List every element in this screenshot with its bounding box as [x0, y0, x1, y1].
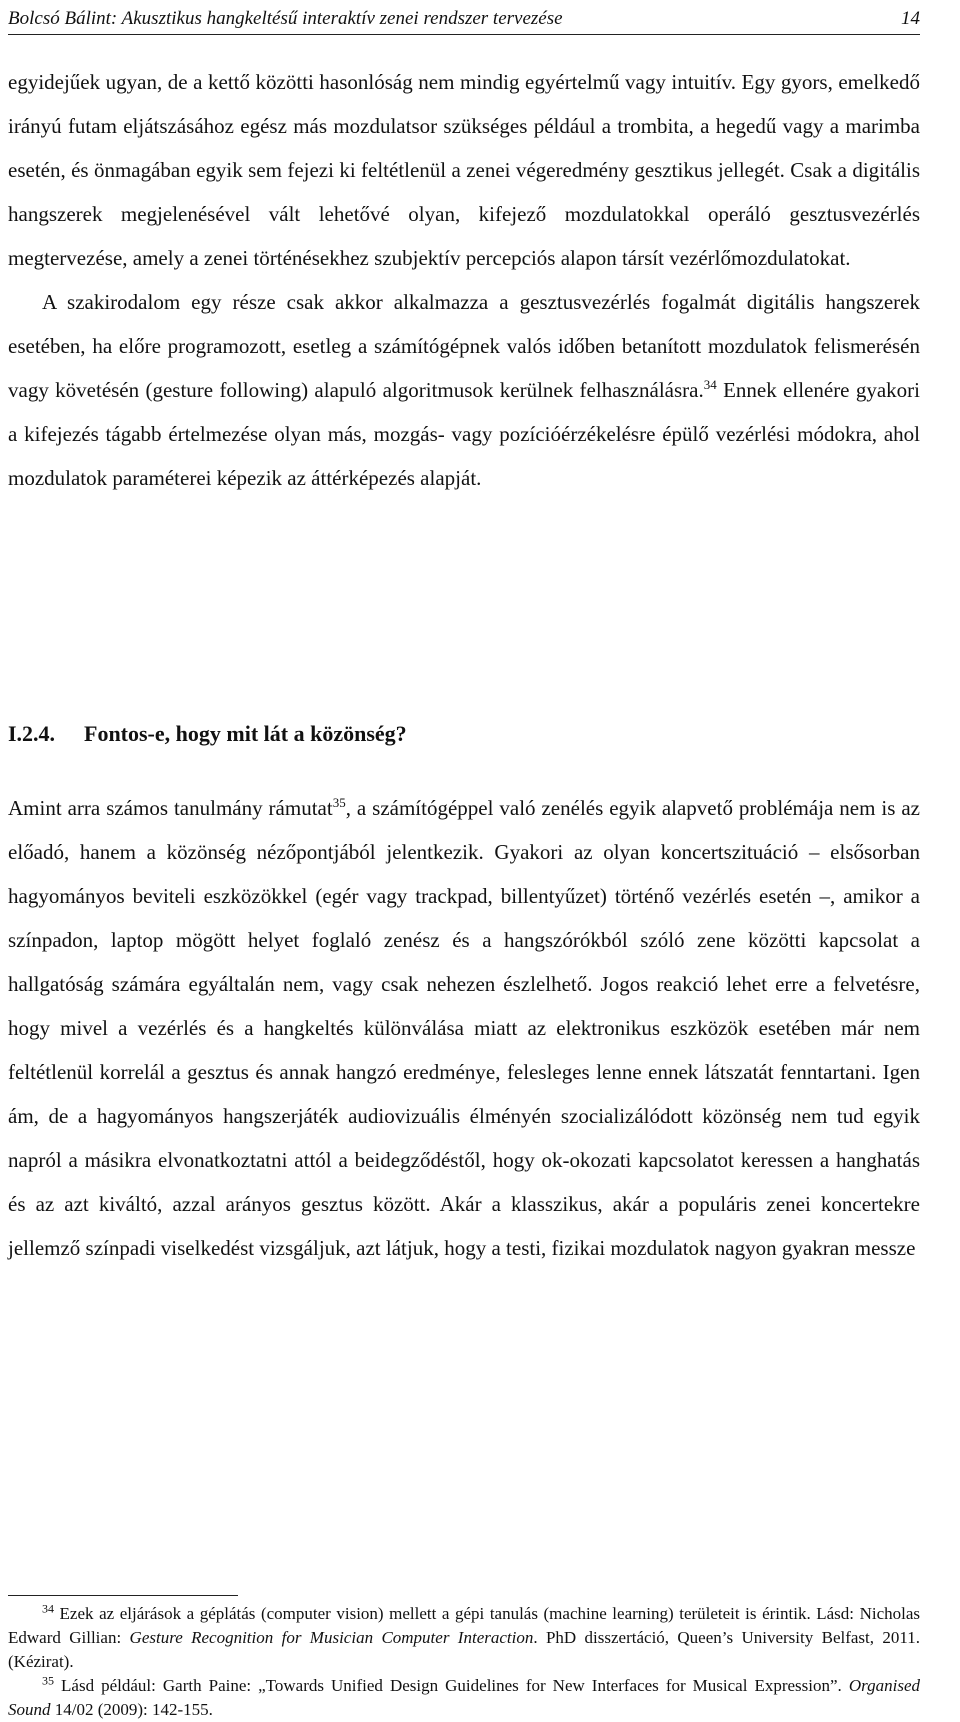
- footnote-book-title: Gesture Recognition for Musician Computer Interaction: [129, 1628, 534, 1647]
- footnote-number: 34: [42, 1601, 54, 1616]
- section-heading: [8, 712, 920, 756]
- header-rule: [8, 34, 920, 35]
- paragraph-continued: egyidejűek ugyan, de a kettő közötti hasonlóság nem mindig egyértelmű vagy intuitív. Egy gyors, emelkedő irányú futam eljátszásához egész más mozdulatsor szükséges például a trombita, a hegedű vagy a marimba esetén, és önmagában egyik sem fejezi ki feltétlenül a zenei végeredmény gesztikus jellegét. Csak a digitális hangszerek megjelenésével vált lehetővé olyan, kifejező mozdulatokkal operáló gesztusvezérlés megtervezése, amely a zenei történésekhez szubjektív percepciós alapon társít vezérlőmozdulatokat.: [8, 70, 920, 270]
- body-text-bottom: [8, 786, 920, 1270]
- paragraph-audience: [8, 786, 920, 1270]
- running-title: Bolcsó Bálint: Akusztikus hangkeltésű interaktív zenei rendszer tervezése: [8, 8, 563, 29]
- footnote-journal-title: Organised Sound: [8, 1676, 920, 1719]
- footnote-rule: [8, 1595, 238, 1596]
- footnote-35: [8, 1674, 920, 1722]
- footnote-text: . PhD disszertáció, Queen’s University Belfast, 2011. (Kézirat).: [8, 1628, 920, 1671]
- footnote-text: Lásd például: Garth Paine: „Towards Unified Design Guidelines for New Interfaces for Musical Expression”.: [54, 1676, 849, 1695]
- footnote-ref-35[interactable]: 35: [332, 795, 346, 810]
- body-text-top: [8, 60, 920, 500]
- footnotes: [8, 1602, 920, 1722]
- paragraph-text: A szakirodalom egy része csak akkor alkalmazza a gesztusvezérlés fogalmát digitális hangszerek esetében, ha előre programozott, esetleg a számítógépnek valós időben betanított mozdulatok felismerésén vagy követésén (gesture following) alapuló algoritmusok kerülnek felhasználásra.: [8, 290, 920, 402]
- paragraph-gesture-control: [8, 280, 920, 500]
- footnote-text: Ezek az eljárások a géplátás (computer vision) mellett a gépi tanulás (machine learning) területeit is érintik. Lásd: Nicholas Edward Gillian:: [8, 1604, 920, 1647]
- section-title: Fontos-e, hogy mit lát a közönség?: [84, 721, 407, 746]
- running-header: [8, 0, 920, 30]
- footnote-text: 14/02 (2009): 142-155.: [50, 1700, 213, 1719]
- paragraph-text: Ennek ellenére gyakori a kifejezés tágabb értelmezése olyan más, mozgás- vagy pozícióérzékelésre épülő vezérlési módokra, ahol mozdulatok paraméterei képezik az áttérképezés alapját.: [8, 378, 920, 490]
- paragraph-text: Amint arra számos tanulmány rámutat: [8, 796, 333, 820]
- paragraph-text: , a számítógéppel való zenélés egyik alapvető problémája nem is az előadó, hanem a közönség nézőpontjából jelentkezik. Gyakori az olyan koncertszituáció – elsősorban hagyományos beviteli eszközökkel (egér vagy trackpad, billentyűzet) történő vezérlés esetén –, amikor a színpadon, laptop mögött helyet foglaló zenész és a hangszórókból szóló zene közötti kapcsolat a hallgatóság számára egyáltalán nem, vagy csak nehezen észlelhető. Jogos reakció lehet erre a felvetésre, hogy mivel a vezérlés és a hangkeltés különválása miatt az elektronikus eszközök esetében már nem feltétlenül korrelál a gesztus és annak hangzó eredménye, felesleges lenne ennek látszatát fenntartani. Igen ám, de a hagyományos hangszerjáték audiovizuális élményén szocializálódott közönség nem tud egyik napról a másikra elvonatkoztatni attól a beidegződéstől, hogy ok-okozati kapcsolatot keressen a hanghatás és az azt kiváltó, azzal arányos gesztus között. Akár a klasszikus, akár a populáris zenei koncertekre jellemző színpadi viselkedést vizsgáljuk, azt látjuk, hogy a testi, fizikai mozdulatok nagyon gyakran messze: [8, 796, 920, 1260]
- footnote-number: 35: [42, 1673, 54, 1688]
- footnote-34: [8, 1602, 920, 1674]
- section-number: I.2.4.: [8, 721, 56, 746]
- page-number: 14: [901, 8, 920, 29]
- footnote-ref-34[interactable]: 34: [703, 377, 717, 392]
